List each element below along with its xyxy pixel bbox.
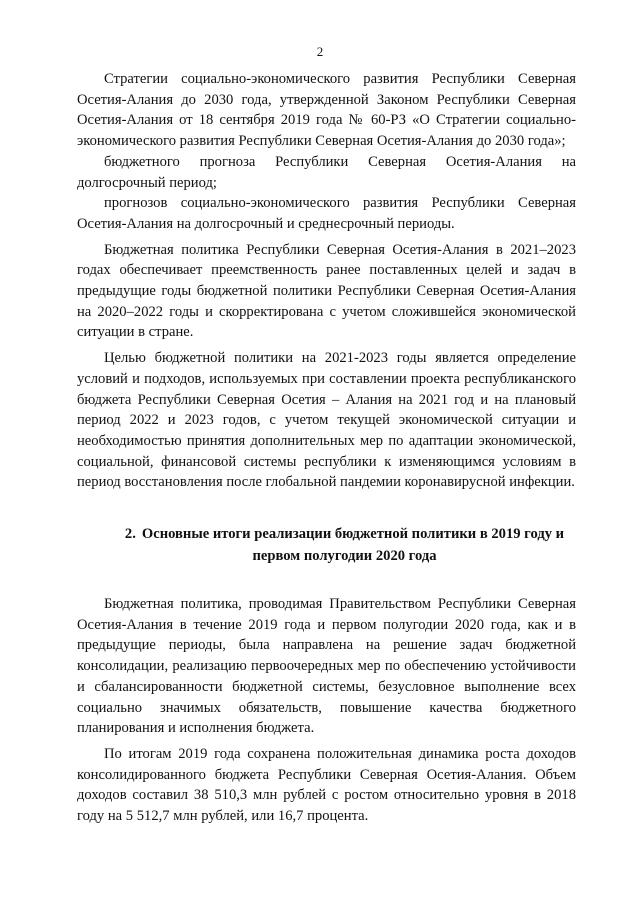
paragraph-policy-results: Бюджетная политика, проводимая Правительством Республики Северная Осетия-Алания в течение 2019 года и первом полугодии 2020 года, как и в предыдущие периоды, была направлена на решение задач бюджетной консолидации, реализацию первоочередных мер по обеспечению устойчивости и сбалансированности бюджетной системы, безусловное выполнение всех социально значимых обязательств, повышение качества бюджетного планирования и исполнения бюджета. bbox=[77, 596, 576, 737]
section-heading-line-2: первом полугодии 2020 года bbox=[252, 548, 437, 565]
section-heading-line-1: Основные итоги реализации бюджетной политики в 2019 году и bbox=[141, 526, 565, 543]
page-number: 2 bbox=[316, 44, 324, 59]
paragraph-budget-policy: Бюджетная политика Республики Северная Осетия-Алания в 2021–2023 годах обеспечивает преемственность ранее поставленных целей и задач в предыдущие годы бюджетной политики Республики Северная Осетия-Алания на 2020–2022 годы и скорректирована с учетом сложившейся экономической ситуации в стране. bbox=[77, 241, 576, 341]
paragraph-forecasts: прогнозов социально-экономического развития Республики Северная Осетия-Алания на долгосрочный и среднесрочный периоды. bbox=[77, 195, 576, 232]
section-number: 2. bbox=[124, 526, 136, 543]
paragraph-strategy: Стратегии социально-экономического развития Республики Северная Осетия-Алания до 2030 года, утвержденной Законом Республики Северная Осетия-Алания от 18 сентября 2019 года № 60-РЗ «О Стратегии социально-экономического развития Республики Северная Осетия-Алания до 2030 года»; bbox=[77, 71, 576, 150]
paragraph-revenue-results: По итогам 2019 года сохранена положительная динамика роста доходов консолидированного бюджета Республики Северная Осетия-Алания. Объем доходов составил 38 510,3 млн рублей с ростом относительно уровня в 2018 году на 5 512,7 млн рублей, или 16,7 процента. bbox=[77, 745, 576, 825]
paragraph-budget-forecast: бюджетного прогноза Республики Северная Осетия-Алания на долгосрочный период; bbox=[77, 153, 576, 191]
document-body bbox=[77, 69, 576, 827]
section-heading bbox=[77, 523, 576, 567]
paragraph-policy-goal: Целью бюджетной политики на 2021-2023 годы является определение условий и подходов, используемых при составлении проекта республиканского бюджета Республики Северная Осетия – Алания на 2021 год и на плановый период 2022 и 2023 годов, с учетом текущей экономической ситуации и необходимостью принятия дополнительных мер по адаптации экономической, социальной, финансовой системы республики к изменяющимся условиям в период восстановления после глобальной пандемии коронавирусной инфекции. bbox=[77, 350, 576, 491]
